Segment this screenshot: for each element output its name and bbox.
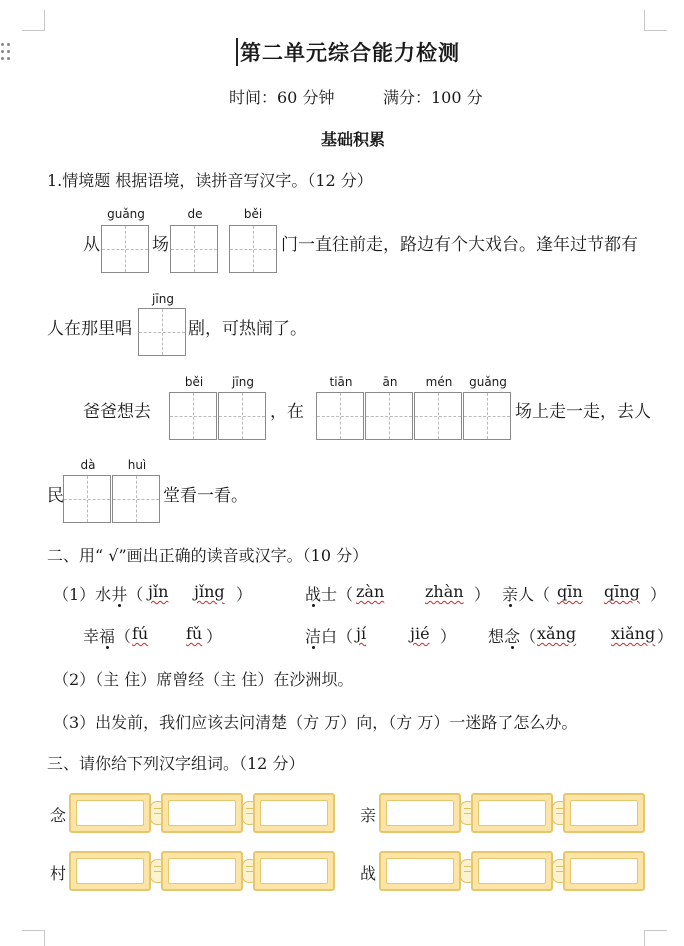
exam-time: 时间：60 分钟 [229, 88, 335, 107]
section-title: 基础积累 [321, 130, 386, 149]
word-frame[interactable] [161, 851, 243, 891]
word-frame[interactable] [563, 851, 645, 891]
word-char: 村 [50, 864, 67, 883]
writing-box[interactable] [229, 225, 277, 273]
choice-option[interactable]: jǐng [194, 582, 225, 601]
q3-heading: 三、请你给下列汉字组词。（12 分） [47, 754, 305, 773]
sentence-text: 民 [47, 486, 64, 506]
choice-sentence: （3）出发前，我们应该去问清楚（方 万）向，（方 万）一迷路了怎么办。 [53, 713, 578, 732]
writing-box[interactable] [414, 392, 462, 440]
pinyin-label: tiān [329, 375, 353, 389]
writing-box[interactable] [170, 225, 218, 273]
writing-box[interactable] [218, 392, 266, 440]
choice-option[interactable]: jǐn [148, 582, 169, 601]
choice-item: 亲人（ [502, 585, 551, 604]
word-frame[interactable] [69, 793, 151, 833]
choice-option[interactable]: jí [356, 624, 367, 643]
choice-item: 幸福（ [83, 627, 132, 646]
word-frame[interactable] [379, 793, 461, 833]
word-frame[interactable] [471, 851, 553, 891]
pinyin-label: dà [80, 458, 96, 472]
choice-option[interactable]: fǔ [186, 624, 203, 643]
word-char: 战 [360, 864, 377, 883]
choice-option[interactable]: fú [132, 624, 149, 643]
choice-bracket: ） [474, 585, 491, 604]
q1-heading: 1.情境题 根据语境，读拼音写汉字。（12 分） [47, 171, 373, 190]
sentence-text: 门一直往前走，路边有个大戏台。逢年过节都有 [281, 235, 638, 255]
choice-item: （1）水井（ [53, 585, 144, 604]
choice-bracket: ） [440, 627, 457, 646]
choice-bracket: ） [650, 585, 667, 604]
writing-box[interactable] [112, 475, 160, 523]
word-frame[interactable] [69, 851, 151, 891]
pinyin-label: běi [184, 375, 204, 389]
choice-option[interactable]: jié [410, 624, 430, 643]
sentence-text: 剧，可热闹了。 [188, 319, 307, 339]
word-frame[interactable] [253, 793, 335, 833]
crop-mark-bottom-left [22, 930, 45, 946]
choice-option[interactable]: qīn [557, 582, 583, 601]
choice-option[interactable]: qīng [604, 582, 640, 601]
drag-handle-icon[interactable] [1, 43, 11, 61]
choice-item: 战士（ [305, 585, 354, 604]
choice-item: 洁白（ [305, 627, 354, 646]
pinyin-label: jīng [152, 292, 174, 306]
sentence-text: 爸爸想去 [83, 402, 151, 422]
exam-score: 满分：100 分 [383, 88, 483, 107]
pinyin-label: mén [425, 375, 453, 389]
sentence-text: 从 [83, 235, 100, 255]
word-frame[interactable] [161, 793, 243, 833]
choice-bracket: ） [206, 627, 223, 646]
writing-box[interactable] [169, 392, 217, 440]
choice-sentence: （2）（主 住）席曾经（主 住）在沙洲坝。 [53, 670, 354, 689]
pinyin-label: guǎng [107, 207, 145, 221]
page-title: 第二单元综合能力检测 [240, 40, 460, 65]
choice-option[interactable]: zàn [356, 582, 385, 601]
writing-box[interactable] [463, 392, 511, 440]
word-frame[interactable] [379, 851, 461, 891]
crop-mark-top-right [644, 10, 667, 31]
writing-box[interactable] [138, 308, 186, 356]
writing-box[interactable] [101, 225, 149, 273]
word-char: 亲 [360, 806, 377, 825]
q2-heading: 二、用“ √”画出正确的读音或汉字。（10 分） [47, 546, 369, 565]
pinyin-label: ān [382, 375, 398, 389]
choice-option[interactable]: xiǎng [611, 624, 656, 643]
choice-bracket: ） [236, 585, 253, 604]
choice-option[interactable]: xǎng [537, 624, 577, 643]
pinyin-label: de [187, 207, 203, 221]
word-char: 念 [50, 806, 67, 825]
crop-mark-top-left [22, 10, 45, 31]
word-frame[interactable] [563, 793, 645, 833]
writing-box[interactable] [316, 392, 364, 440]
pinyin-label: běi [243, 207, 263, 221]
pinyin-label: huì [127, 458, 147, 472]
word-frame[interactable] [253, 851, 335, 891]
choice-option[interactable]: zhàn [425, 582, 464, 601]
choice-bracket: ） [657, 627, 674, 646]
sentence-text: 场上走一走，去人 [515, 402, 651, 422]
sentence-text: 人在那里唱 [47, 319, 132, 339]
sentence-text: 场 [152, 235, 169, 255]
choice-item: 想念（ [488, 627, 537, 646]
pinyin-label: guǎng [469, 375, 507, 389]
writing-box[interactable] [365, 392, 413, 440]
sentence-text: ，在 [270, 402, 304, 422]
sentence-text: 堂看一看。 [163, 486, 248, 506]
crop-mark-bottom-right [644, 930, 667, 946]
pinyin-label: jīng [232, 375, 254, 389]
writing-box[interactable] [63, 475, 111, 523]
word-frame[interactable] [471, 793, 553, 833]
text-cursor [236, 38, 238, 66]
